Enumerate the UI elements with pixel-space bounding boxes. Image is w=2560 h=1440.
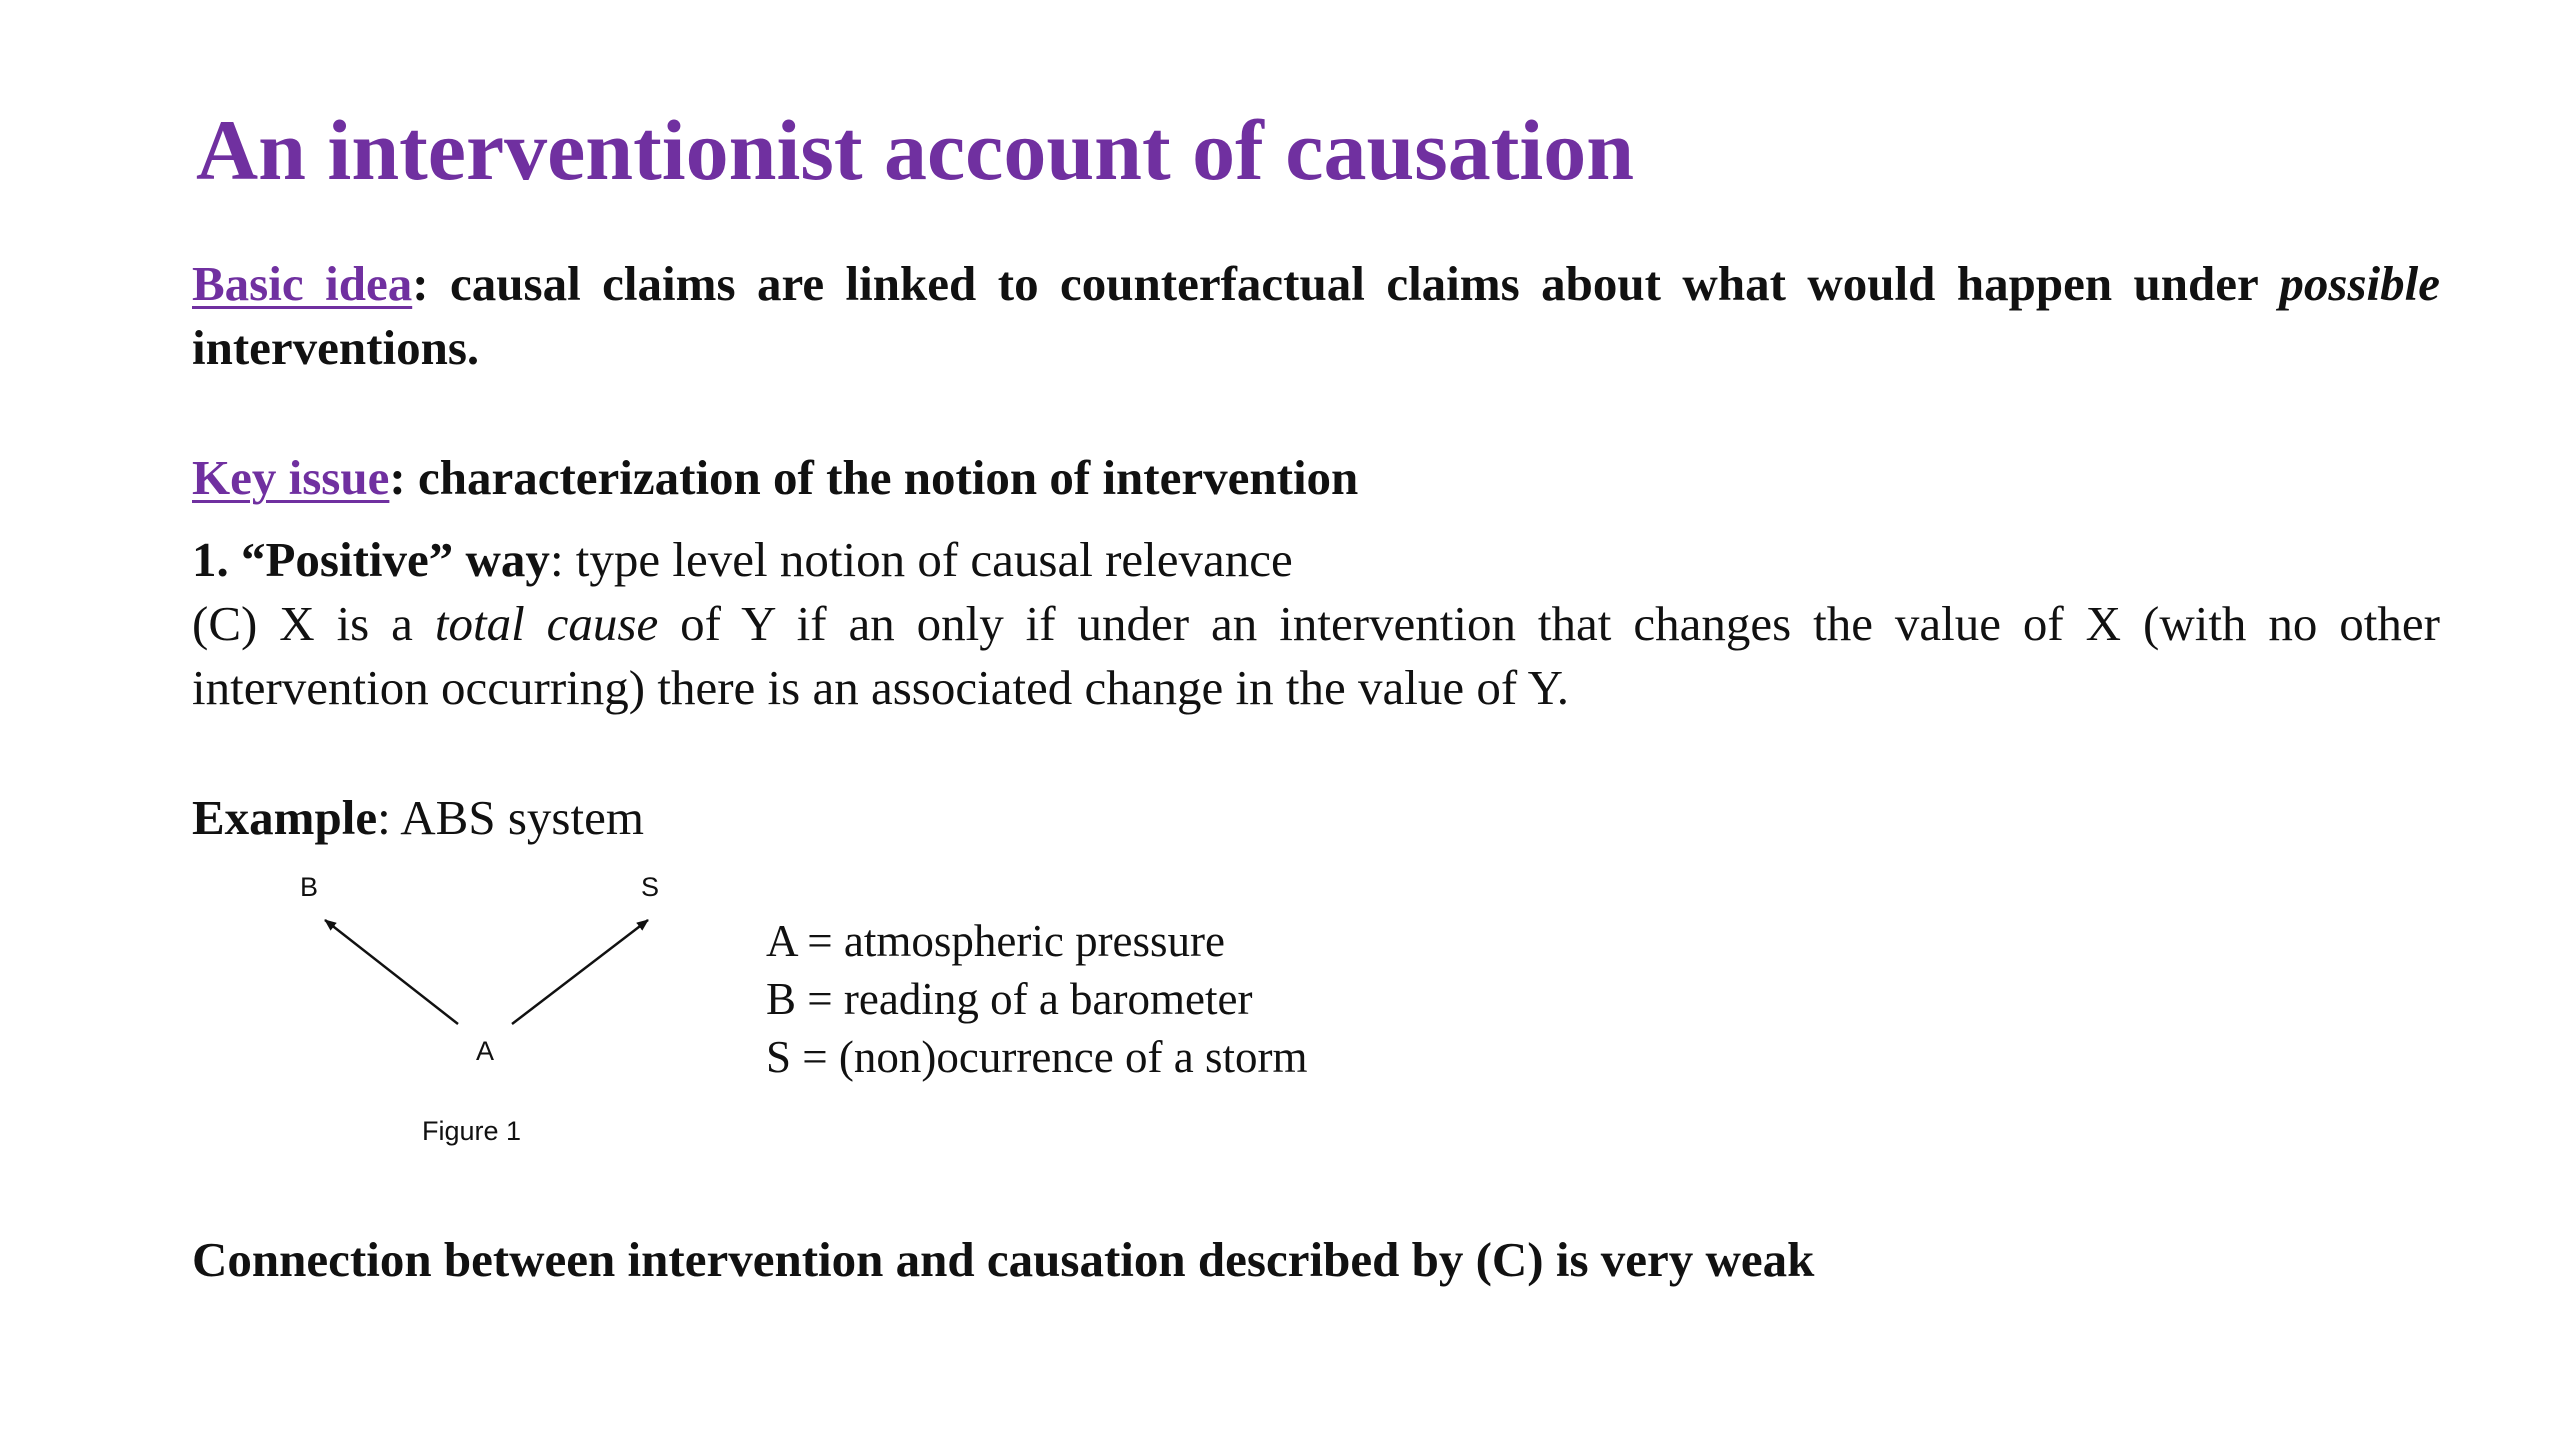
basic-idea-label[interactable]: Basic idea	[192, 256, 413, 311]
key-issue-colon: :	[389, 450, 418, 505]
key-issue-paragraph	[192, 446, 2440, 510]
example-label: Example	[192, 790, 378, 845]
node-s-label: S	[641, 872, 660, 902]
conclusion-line: Connection between intervention and causation described by (C) is very weak	[192, 1232, 1815, 1287]
condition-c-paragraph	[192, 592, 2440, 720]
causal-diagram	[260, 860, 720, 1180]
legend-item-s: S = (non)ocurrence of a storm	[766, 1032, 1308, 1082]
condition-c-prefix: (C) X is a	[192, 596, 435, 651]
basic-idea-emphasis: possible	[2279, 256, 2441, 311]
arrow-a-to-s	[512, 920, 648, 1024]
arrow-a-to-b	[325, 920, 458, 1024]
example-text: : ABS system	[377, 790, 644, 845]
key-issue-label[interactable]: Key issue	[192, 450, 390, 505]
node-b-label: B	[300, 872, 319, 902]
diagram-legend	[766, 912, 1307, 1086]
basic-idea-text: causal claims are linked to counterfactual claims about what would happen under	[450, 256, 2280, 311]
positive-way-section	[192, 528, 2440, 720]
basic-idea-colon: :	[412, 256, 450, 311]
node-a-label: A	[476, 1036, 495, 1066]
figure-caption: Figure 1	[422, 1116, 522, 1146]
basic-idea-text-end: interventions.	[192, 320, 480, 375]
legend-item-b: B = reading of a barometer	[766, 974, 1253, 1024]
positive-way-heading: 1. “Positive” way	[192, 532, 550, 587]
condition-c-emphasis: total cause	[434, 596, 659, 651]
legend-item-a: A = atmospheric pressure	[766, 916, 1226, 966]
slide-title: An interventionist account of causation	[196, 102, 1635, 198]
example-line	[192, 786, 2440, 850]
basic-idea-paragraph	[192, 252, 2440, 380]
positive-way-heading-rest: : type level notion of causal relevance	[549, 532, 1293, 587]
positive-way-heading-line	[192, 528, 2440, 592]
condition-c-text: of Y if an only if under an intervention that changes the value of X (with no other intervention occurring) there is an associated change in the value of Y.	[192, 596, 2440, 715]
key-issue-text: characterization of the notion of intervention	[417, 450, 1359, 505]
